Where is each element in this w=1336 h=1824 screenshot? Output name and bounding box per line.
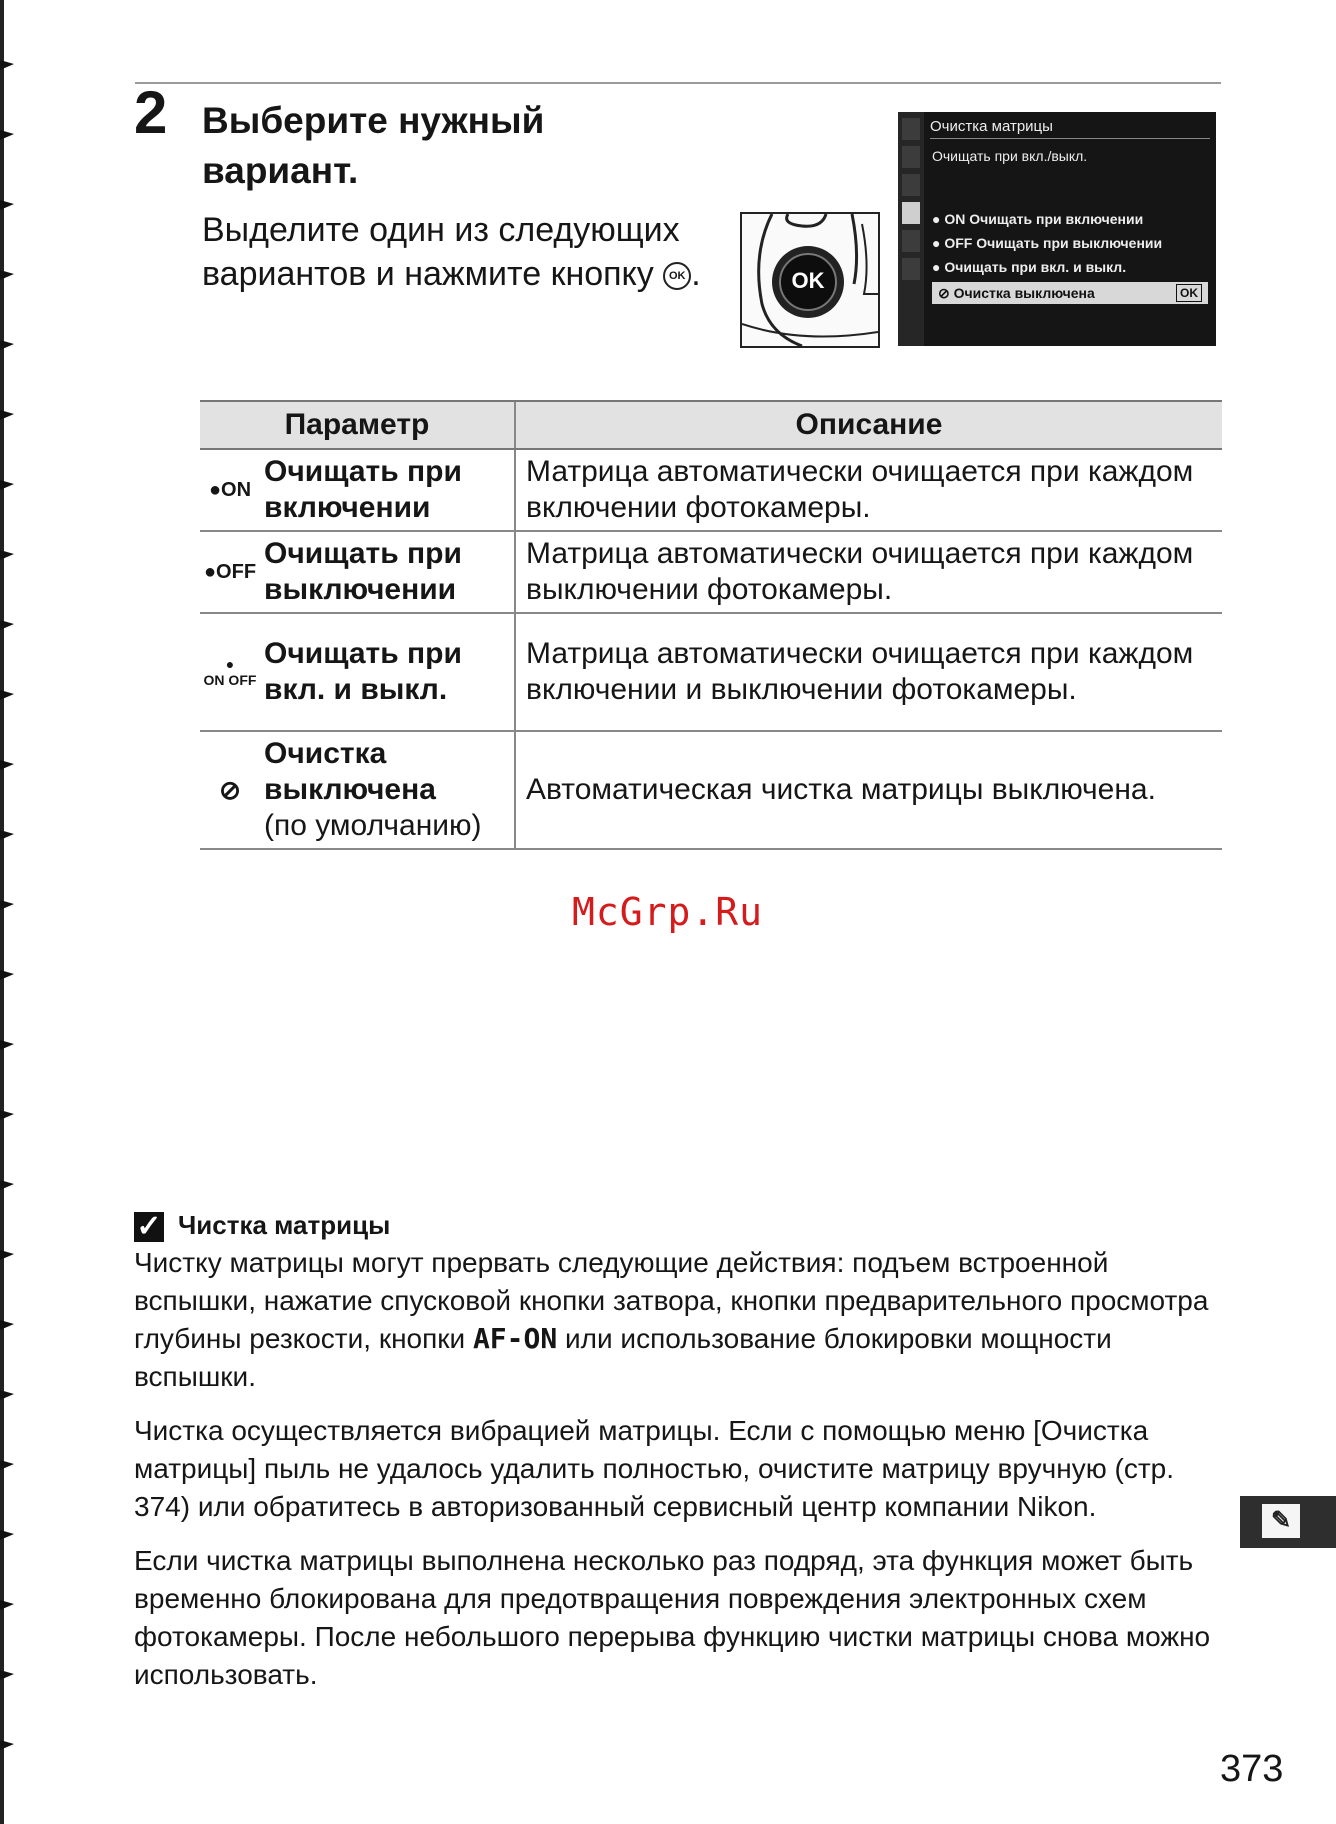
step-instruction <box>202 208 722 296</box>
menu-option-on: ● ON Очищать при включении <box>932 211 1144 227</box>
param-label <box>260 731 515 849</box>
camera-menu-screen <box>898 112 1216 346</box>
clean-on-icon: ●ON <box>200 449 260 531</box>
menu-option-on-off: ● Очищать при вкл. и выкл. <box>932 259 1127 275</box>
cleaning-off-icon: ⊘ <box>938 285 950 301</box>
menu-option-cleaning-off: ⊘ Очистка выключена OK <box>932 282 1208 304</box>
ok-button-label: OK <box>791 268 825 293</box>
param-label: Очищать при вкл. и выкл. <box>260 613 515 731</box>
note-paragraph-1: Чистку матрицы могут прервать следующие действия: подъем встроенной вспышки, нажатие спусковой кнопки затвора, кнопки предварительного просмотра глубины резкости, кнопки AF-ON или использование блокировки мощности вспышки. <box>134 1247 1209 1392</box>
period: . <box>691 255 701 293</box>
header-desc: Описание <box>515 401 1222 449</box>
step-title: Выберите нужный вариант. <box>202 100 545 191</box>
note-body <box>134 1244 1224 1710</box>
note-paragraph-2: Чистка осуществляется вибрацией матрицы. Если с помощью меню [Очистка матрицы] пыль не удалось удалить полностью, очистите матрицу вручную (стр. 374) или обратитесь в авторизованный сервисный центр компании Nikon. <box>134 1415 1174 1522</box>
note-heading <box>134 1210 390 1242</box>
default-note: (по умолчанию) <box>264 809 482 842</box>
param-label-text: Очистка выключена <box>264 737 436 806</box>
clean-off-icon: ●OFF <box>200 531 260 613</box>
checkmark-icon: ✓ <box>134 1212 164 1242</box>
section-tab <box>1240 1496 1336 1548</box>
menu-ok-badge: OK <box>1176 284 1202 302</box>
af-on-label: AF-ON <box>472 1322 558 1355</box>
param-label: Очищать при включении <box>260 449 515 531</box>
watermark: McGrp.Ru <box>572 890 764 934</box>
table-row <box>200 731 1222 849</box>
ok-button-icon: OK <box>663 262 691 290</box>
top-rule <box>135 82 1221 84</box>
setup-tab-icon <box>902 202 920 224</box>
param-label: Очищать при выключении <box>260 531 515 613</box>
menu-option-off: ● OFF Очищать при выключении <box>932 235 1163 251</box>
table-header-row <box>200 401 1222 449</box>
desc-text: Матрица автоматически очищается при каждом выключении фотокамеры. <box>515 531 1222 613</box>
note-title: Чистка матрицы <box>178 1210 391 1240</box>
shooting-tab-icon <box>902 146 920 168</box>
menu-current-value: Очищать при вкл./выкл. <box>932 148 1088 164</box>
desc-text: Матрица автоматически очищается при каждом включении и выключении фотокамеры. <box>515 613 1222 731</box>
step-number: 2 <box>134 79 168 146</box>
desc-text: Матрица автоматически очищается при каждом включении фотокамеры. <box>515 449 1222 531</box>
note-paragraph-3: Если чистка матрицы выполнена несколько раз подряд, эта функция может быть временно блокирована для предотвращения повреждения электронных схем фотокамеры. После небольшого перерыва функцию чистки матрицы снова можно использовать. <box>134 1545 1211 1690</box>
step-instruction-text: Выделите один из следующих вариантов и нажмите кнопку <box>202 211 680 293</box>
mymenu-tab-icon <box>902 258 920 280</box>
table-row <box>200 449 1222 531</box>
table-row <box>200 613 1222 731</box>
menu-title: Очистка матрицы <box>930 118 1210 139</box>
table-row <box>200 531 1222 613</box>
menu-tabs <box>898 112 924 346</box>
retouch-tab-icon <box>902 230 920 252</box>
pencil-check-icon: ✎ <box>1262 1504 1300 1538</box>
desc-text: Автоматическая чистка матрицы выключена. <box>515 731 1222 849</box>
options-table <box>200 400 1222 850</box>
header-param: Параметр <box>200 401 515 449</box>
playback-tab-icon <box>902 118 920 140</box>
custom-tab-icon <box>902 174 920 196</box>
camera-ok-button-illustration <box>740 212 880 348</box>
clean-on-off-icon: ● ON OFF <box>200 613 260 731</box>
spiral-binding <box>0 0 14 1824</box>
cleaning-off-icon: ⊘ <box>200 731 260 849</box>
page-number: 373 <box>1220 1748 1284 1790</box>
